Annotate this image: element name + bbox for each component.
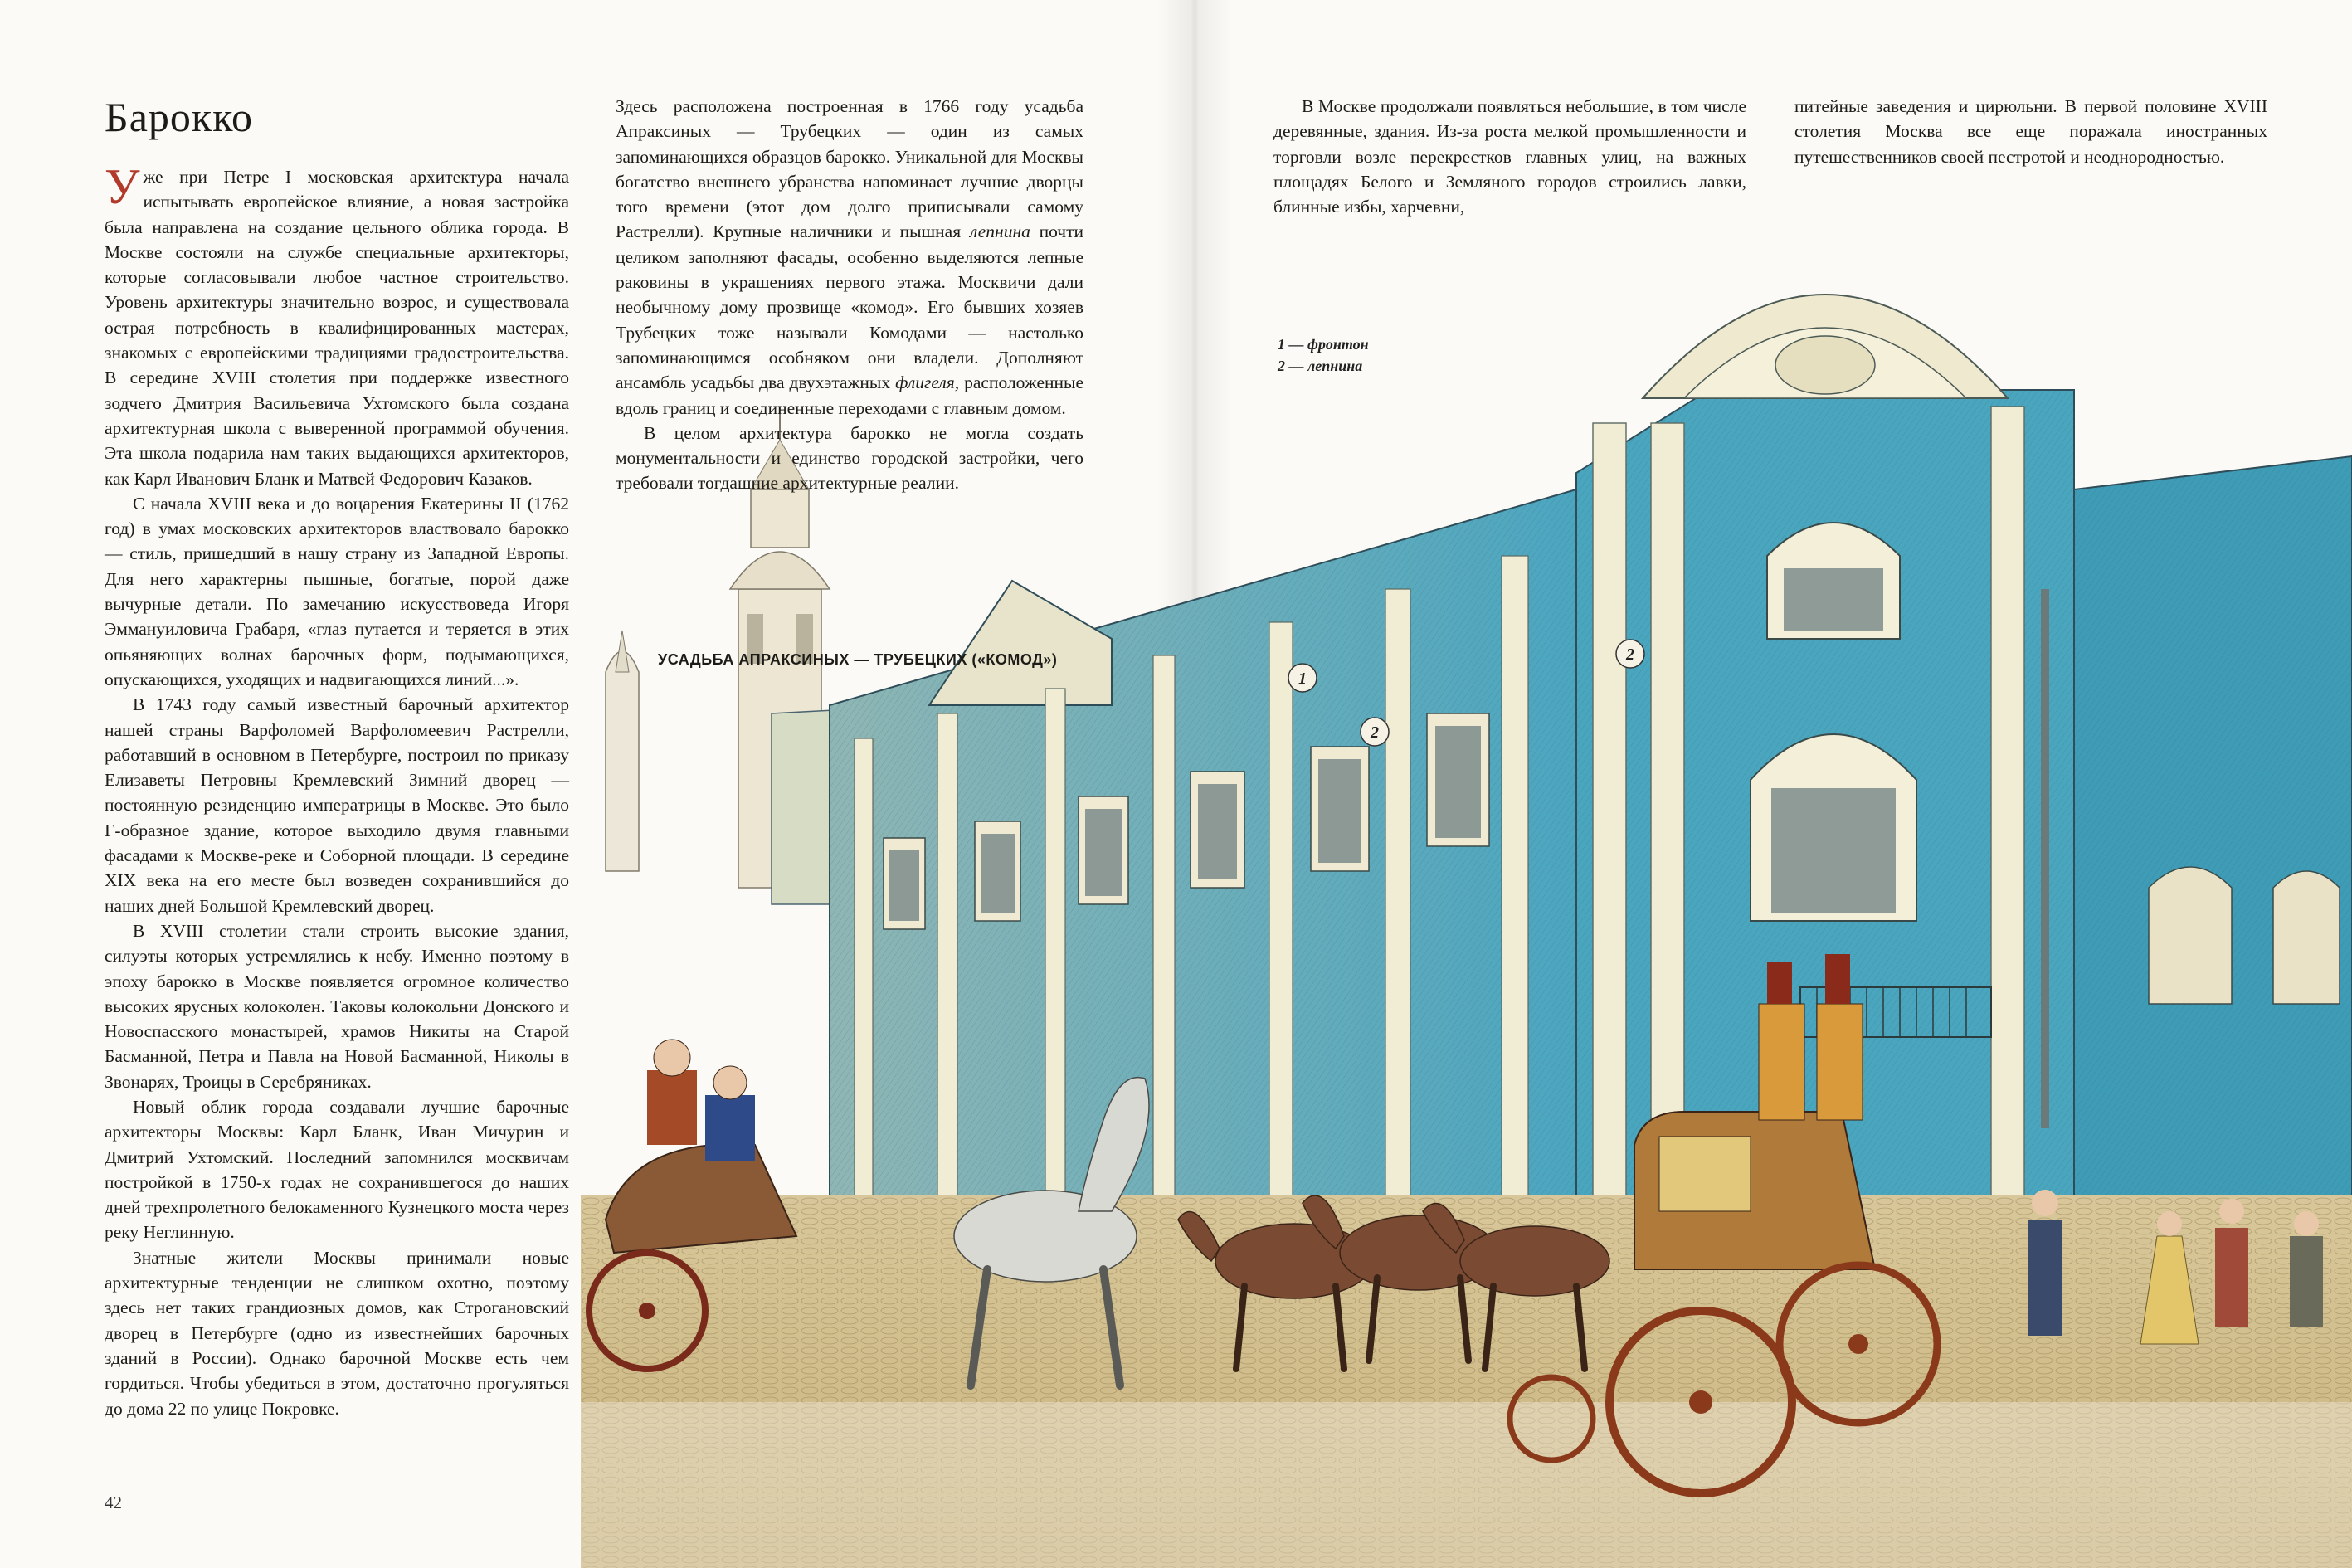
legend-item-fronton: 1 — фронтон [1278,336,1369,353]
illustration-caption: УСАДЬБА АПРАКСИНЫХ — ТРУБЕЦКИХ («КОМОД») [658,651,1058,668]
text-column-4 [1794,94,2267,169]
paragraph-7: Здесь расположена построенная в 1766 году усадьба Апраксиных — Трубецких — один из самых запоминающихся образцов барокко. Уникальной для Москвы богатство внешнего убранства напоминает лучшие дворцы того времени (этот дом долго приписывали самому Растрелли). Крупные наличники и пышная лепнина почти целиком заполняют фасады, особенно выделяются лепные раковины в украшениях первого этажа. Москвичи дали необычному дому прозвище «комод». Его бывших хозяев Трубецких тоже называли Комодами — настолько запоминающимся особняком они владели. Дополняют ансамбль усадьбы два двухэтажных флигеля, расположенные вдоль границ и соединенные переходами с главным домом. [616,96,1084,418]
marker-2-left-label: 2 [1371,723,1379,742]
text-column-1 [105,159,569,1421]
drop-cap: У [105,159,140,214]
paragraph-5: Новый облик города создавали лучшие барочные архитекторы Москвы: Карл Бланк, Иван Мичурин и Дмитрий Ухтомский. Последний запомнился москвичам постройкой в 1750-х годах не сохранившегося до наших дней трехпролетного белокаменного Кузнецкого моста через реку Неглинную. [105,1096,569,1243]
text-column-2 [616,94,1083,496]
page-number: 42 [105,1493,122,1512]
text-column-3 [1273,94,1746,219]
marker-1-label: 1 [1298,670,1307,688]
paragraph-1: Уже при Петре I московская архитектура начала испытывать европейское влияние, а новая застройка была направлена на создание цельного облика города. В Москве состояли на службе специальные архитекторы, которые согласовывали любое частное строительство. Уровень архитектуры значительно возрос, и существовала острая потребность в квалифицированных мастерах, знакомых с европейскими традициями градостроительства. В середине XVIII столетия при поддержке известного зодчего Дмитрия Васильевича Ухтомского была создана архитектурная школа с выверенной программой обучения. Эта школа подарила нам таких выдающихся архитекторов, как Карл Иванович Бланк и Матвей Федорович Казаков. [105,159,569,489]
marker-2-right-label: 2 [1626,645,1634,664]
section-heading: Барокко [105,94,253,140]
term-fligel: флигеля, [895,373,960,393]
paragraph-2: С начала XVIII века и до воцарения Екатерины II (1762 год) в умах московских архитекторов властвовало барокко — стиль, пришедший в нашу страну из Западной Европы. Для него характерны пышные, богатые, порой даже вычурные детали. По замечанию искусствоведа Игоря Эммануиловича Грабаря, «глаз путается и теряется в этих опьяняющих волнах барочных форм, подымающихся, опускающихся, уходящих и надвигающихся линий...». [105,493,569,689]
illustration-legend [1278,334,1369,377]
marker-2-left [1361,718,1389,746]
legend-item-lepnina: 2 — лепнина [1278,358,1363,374]
paragraph-10: питейные заведения и цирюльни. В первой половине XVIII столетия Москва все еще поражала иностранных путешественников своей пестротой и неоднородностью. [1794,96,2267,167]
term-lepnina: лепнина [969,222,1030,242]
paragraph-6: Знатные жители Москвы принимали новые архитектурные тенденции не слишком охотно, поэтому здесь нет таких грандиозных домов, как Строгановский дворец в Петербурге (одно из известнейших барочных зданий в России). Однако барочной Москве есть чем гордиться. Чтобы убедиться в этом, достаточно прогуляться до дома 22 по улице Покровке. [105,1247,569,1419]
paragraph-3: В 1743 году самый известный барочный архитектор нашей страны Варфоломей Варфоломеевич Растрелли, работавший в основном в Петербурге, построил по приказу Елизаветы Петровны Кремлевский Зимний дворец — постоянную резиденцию императрицы в Москве. Это было Г-образное здание, которое выходило двумя главными фасадами к Москве-реке и Соборной площади. В середине XIX века на его месте был возведен сохранившийся до наших дней Большой Кремлевский дворец. [105,694,569,916]
marker-2-right [1616,640,1644,668]
paragraph-8: В целом архитектура барокко не могла создать монументальности и единство городской застройки, чего требовали тогдашние архитектурные реалии. [616,422,1083,494]
marker-1 [1288,664,1317,692]
paragraph-4: В XVIII столетии стали строить высокие здания, силуэты которых устремлялись к небу. Именно поэтому в эпоху барокко в Москве появляется огромное количество высоких ярусных колоколен. Таковы колокольни Донского и Новоспасского монастырей, храмов Никиты на Старой Басманной, Петра и Павла на Новой Басманной, Николы в Звонарях, Троицы в Серебряниках. [105,920,569,1092]
paragraph-9: В Москве продолжали появляться небольшие, в том числе деревянные, здания. Из-за роста мелкой промышленности и торговли возле перекрестков главных улиц, на важных площадях Белого и Земляного городов строились лавки, блинные избы, харчевни, [1273,96,1746,217]
